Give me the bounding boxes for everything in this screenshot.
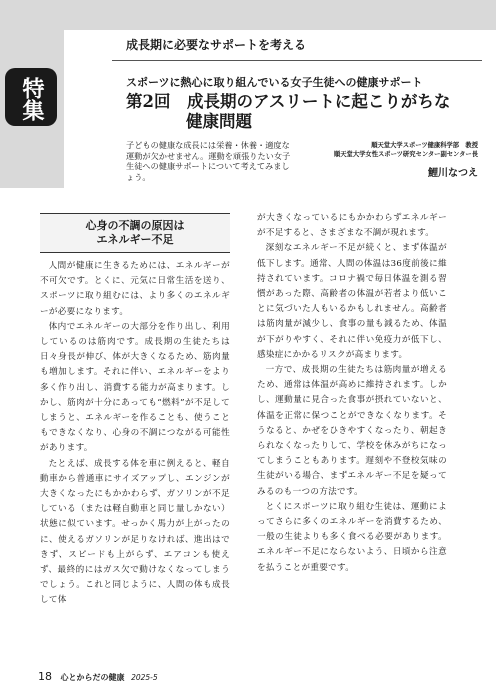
body-paragraph: 体内でエネルギーの大部分を作り出し、利用しているのは筋肉です。成長期の生徒たちは日々身長が伸び、体が大きくなるため、筋肉量も増加します。それに伴い、エネルギーをより多く作り出し、消費する能力が高まります。しかし、筋肉が十分にあっても“燃料”が不足してしまうと、エネルギーを作ることも、使うこともできなくなり、心身の不調につながる可能性があります。 xyxy=(40,321,230,454)
body-paragraph: たとえば、成長する体を車に例えると、軽自動車から普通車にサイズアップし、エンジンが大きくなったにもかかわらず、ガソリンが不足している（または軽自動車と同じ量しかない）状態に似ています。せっかく馬力が上がったのに、使えるガソリンが足りなければ、進出はできず、スピードも上がらず、エアコンも使えず、最終的にはガス欠で動けなくなってしまうでしょう。これと同じように、人間の体も成長して体 xyxy=(40,458,230,606)
issue-number: 2025-5 xyxy=(131,673,158,682)
body-column-left xyxy=(40,259,230,609)
section-heading xyxy=(40,219,230,247)
body-paragraph: 深刻なエネルギー不足が続くと、まず体温が低下します。通常、人間の体温は36度前後に維持されています。コロナ禍で毎日体温を測る習慣があった際、高齢者の体温が若者より低いことに気づいた人もいるかもしれません。高齢者は筋肉量が減少し、食事の量も減るため、体温が下がりやすく、それに伴い免疫力が低下し、感染症にかかるリスクが高まります。 xyxy=(257,243,447,360)
body-paragraph: 一方で、成長期の生徒たちは筋肉量が増えるため、通常は体温が高めに維持されます。しかし、運動量に見合った食事が摂れていないと、体温を正常に保つことができなくなります。そうなると、かぜをひきやすくなったり、朝起きられなくなったりして、学校を休みがちになってしまうこともあります。遅刻や不登校気味の生徒がいる場合、まずエネルギー不足を疑ってみるのも一つの方法です。 xyxy=(257,365,447,497)
body-paragraph-continued: が大きくなっているにもかかわらずエネルギーが不足すると、さまざまな不調が現れます。 xyxy=(257,213,447,239)
feature-badge: 特集 xyxy=(5,68,57,126)
affiliation-line-1: 順天堂大学スポーツ健康科学部 教授 xyxy=(371,142,478,149)
author-affiliation xyxy=(292,142,478,159)
section-heading-line-2: エネルギー不足 xyxy=(96,233,174,246)
body-column-right xyxy=(257,211,447,576)
title-line-2: 健康問題 xyxy=(186,112,252,131)
body-paragraph: とくにスポーツに取り組む生徒は、運動によってさらに多くのエネルギーを消費するため、一般の生徒よりも多く食べる必要があります。エネルギー不足にならないよう、日頃から注意を払うことが重要です。 xyxy=(257,501,447,573)
author-name: 鯉川なつえ xyxy=(428,168,478,179)
article-kicker: スポーツに熱心に取り組んでいる女子生徒への健康サポート xyxy=(126,76,423,89)
title-line-1: 第2回 成長期のアスリートに起こりがちな xyxy=(126,92,451,111)
section-heading-line-1: 心身の不調の原因は xyxy=(85,219,185,232)
article-title xyxy=(126,92,476,132)
header-divider xyxy=(112,60,482,61)
body-paragraph: 人間が健康に生きるためには、エネルギーが不可欠です。とくに、元気に日常生活を送り、スポーツに取り組むには、より多くのエネルギーが必要になります。 xyxy=(40,261,230,317)
article-intro: 子どもの健康な成長には栄養・休養・適度な運動が欠かせません。運動を頑張りたい女子生徒への健康サポートについて考えてみましょう。 xyxy=(126,140,291,182)
magazine-name: 心とからだの健康 xyxy=(60,673,125,682)
page-number: 18 xyxy=(38,670,52,683)
affiliation-line-2: 順天堂大学女性スポーツ研究センター副センター長 xyxy=(333,150,478,158)
series-title: 成長期に必要なサポートを考える xyxy=(64,30,496,58)
page-footer xyxy=(38,670,158,683)
